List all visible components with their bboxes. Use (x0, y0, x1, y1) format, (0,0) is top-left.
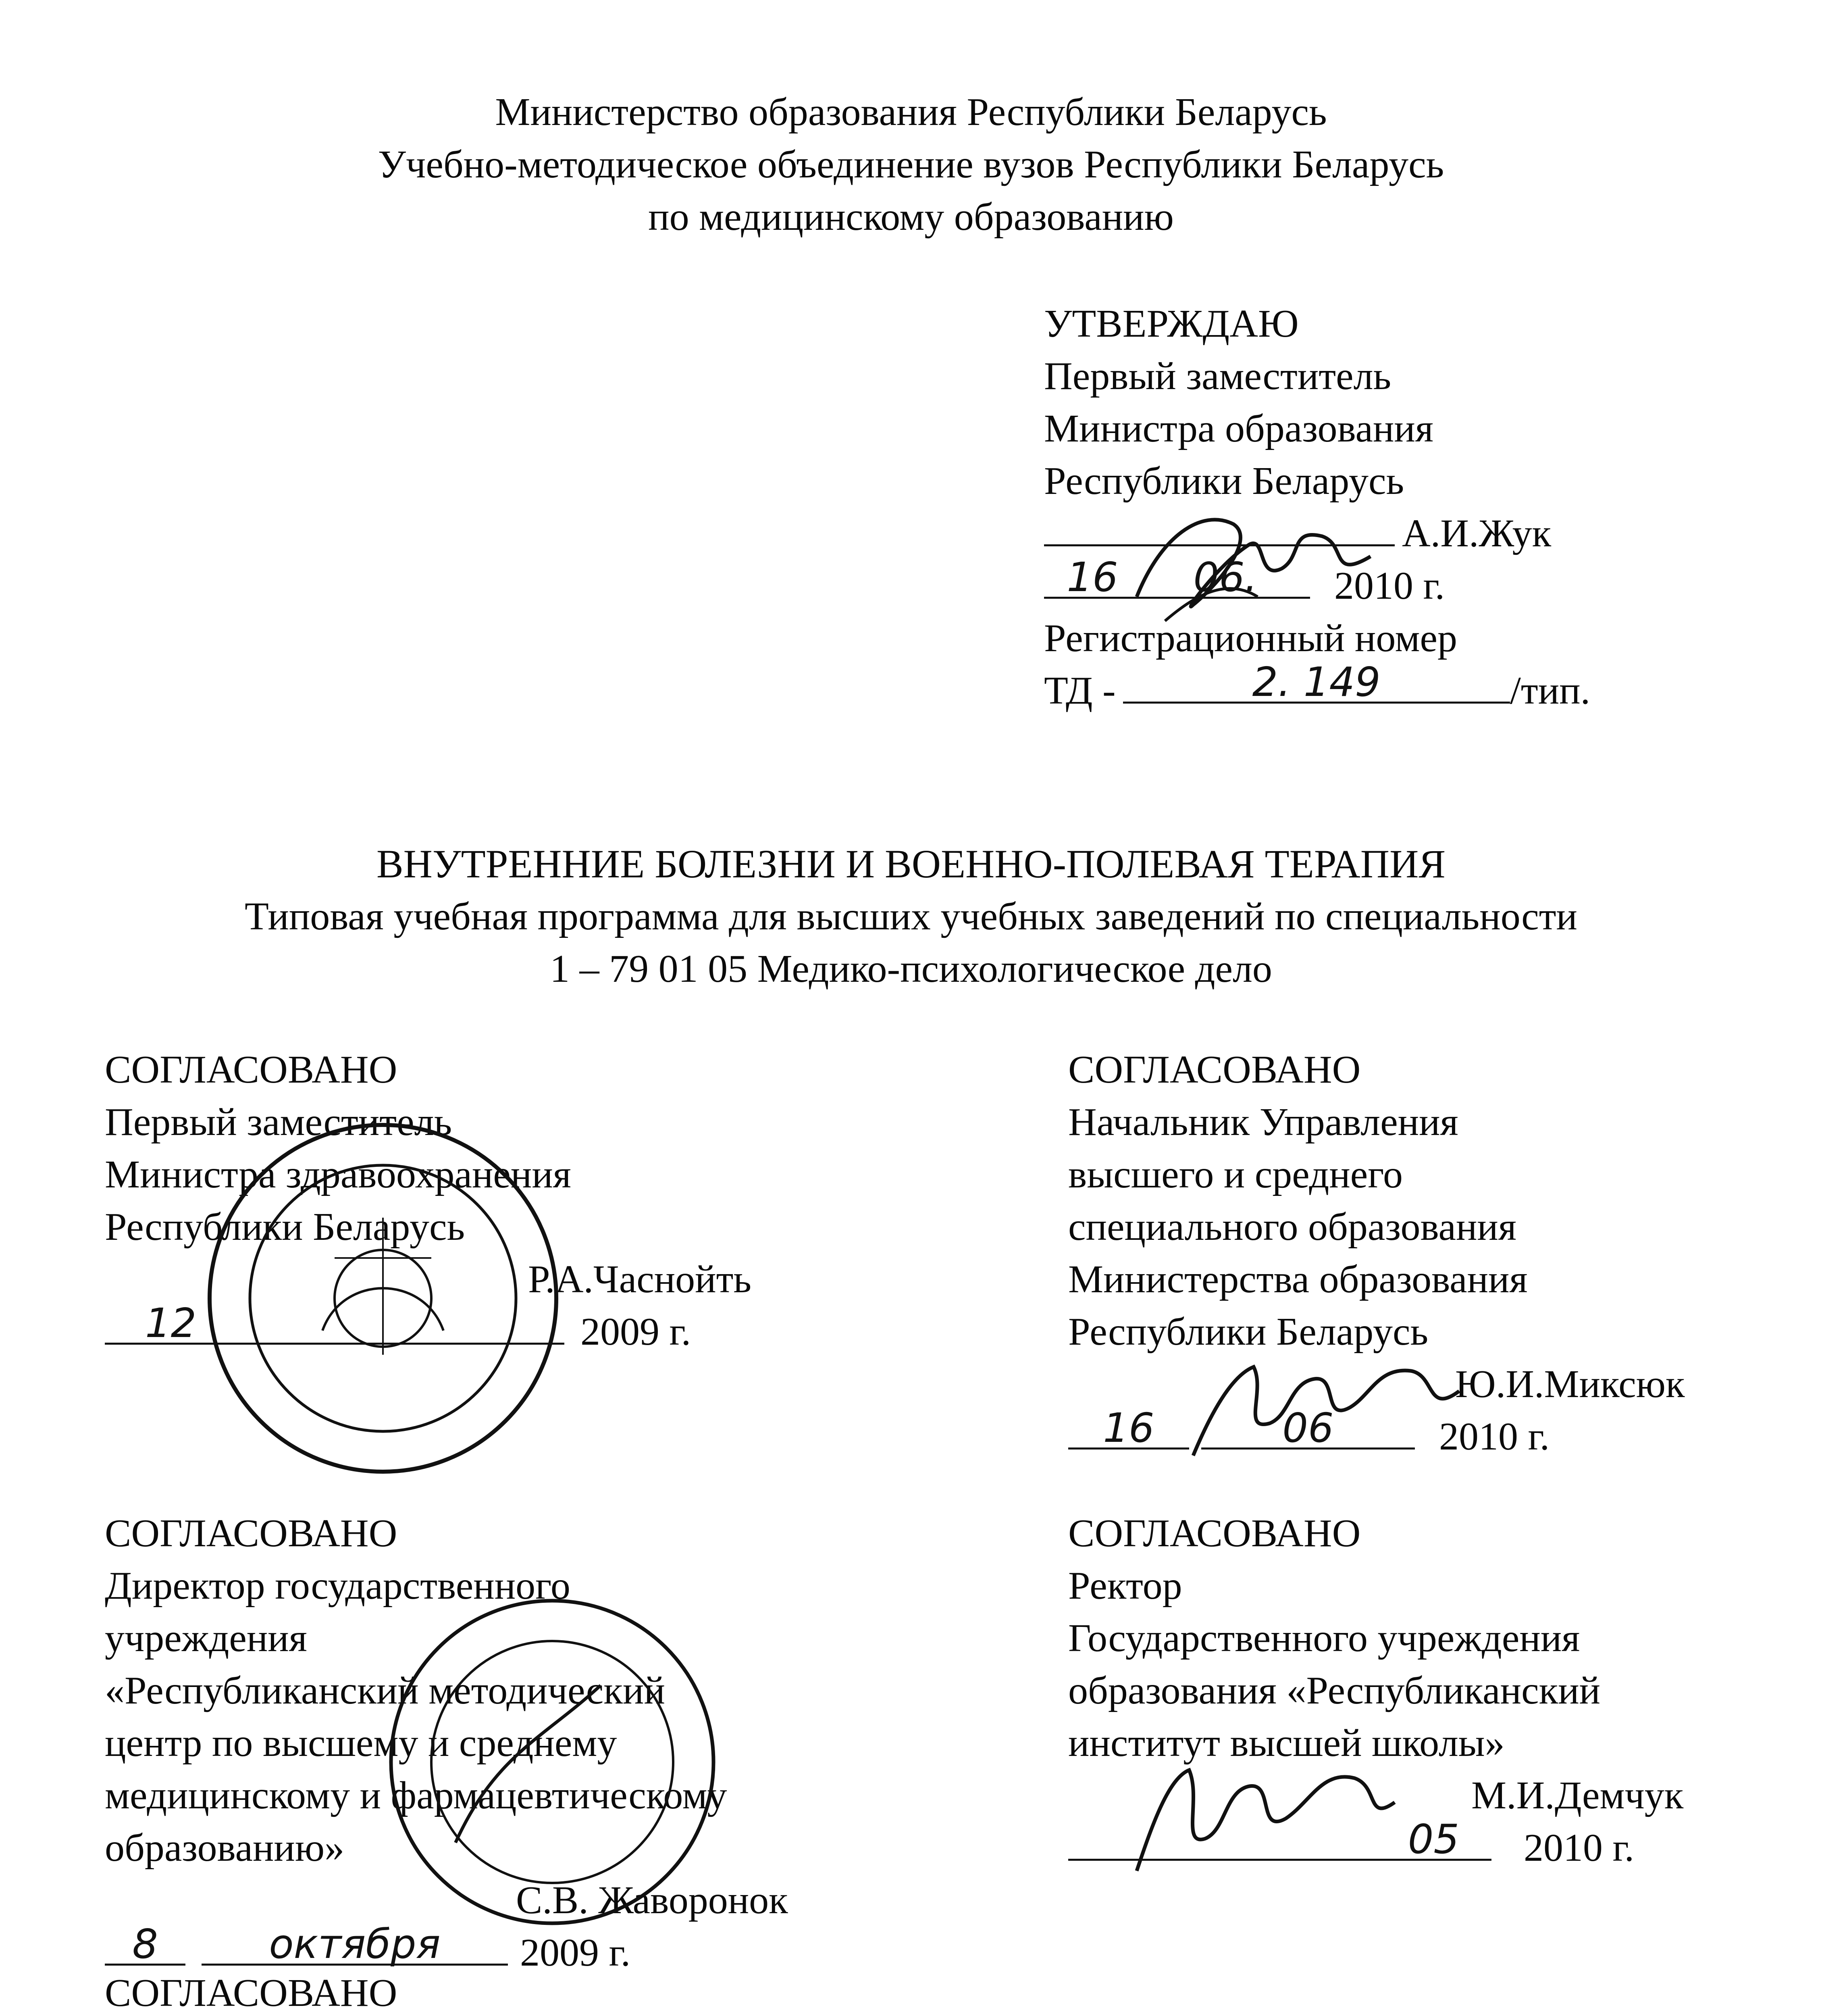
agreed-center-position-6: образованию» (105, 1826, 345, 1870)
agreed-education-position-1: Начальник Управления (1068, 1100, 1458, 1144)
header-umo: Учебно-методическое объединение вузов Республики Беларусь (378, 143, 1444, 186)
ministry-of-health-seal-icon (189, 1105, 576, 1492)
agreed-education-position-4: Министерства образования (1068, 1258, 1528, 1301)
approval-position-1: Первый заместитель (1044, 354, 1391, 398)
approval-position-3: Республики Беларусь (1044, 459, 1404, 503)
agreed-health-heading: СОГЛАСОВАНО (105, 1048, 397, 1091)
approval-signature-icon (1113, 476, 1395, 645)
approval-td-number: 2. 149 (1252, 658, 1381, 706)
medical-center-seal-icon (375, 1585, 730, 1939)
agreed-rector-date-year: 2010 г. (1524, 1826, 1635, 1870)
agreed-rector-signature-icon (1121, 1742, 1403, 1887)
agreed-rector-date-month: 05 (1408, 1816, 1459, 1863)
agreed-health-date-year: 2009 г. (580, 1310, 691, 1354)
agreed-center-position-2: учреждения (105, 1616, 307, 1660)
agreed-rector-position-1: Ректор (1068, 1564, 1182, 1608)
approval-reg-label: Регистрационный номер (1044, 616, 1458, 660)
agreed-education-date-month: 06 (1282, 1404, 1334, 1452)
document-subtitle: Типовая учебная программа для высших учебных заведений по специальности (244, 895, 1578, 938)
agreed-education-signature-icon (1169, 1343, 1475, 1472)
agreed-center-date-month: октября (269, 1920, 441, 1968)
approval-date-year: 2010 г. (1334, 564, 1445, 608)
approval-signer-name: А.И.Жук (1402, 512, 1552, 555)
agreed-education-position-5: Республики Беларусь (1068, 1310, 1429, 1354)
header-ministry: Министерство образования Республики Беларусь (495, 90, 1327, 134)
agreed-center-position-4: центр по высшему и среднему (105, 1721, 617, 1765)
agreed-center-date-day: 8 (132, 1920, 158, 1968)
agreed-education-signer-name: Ю.И.Миксюк (1455, 1362, 1685, 1406)
header-medical: по медицинскому образованию (648, 195, 1174, 239)
approval-date-month: 06. (1193, 554, 1258, 601)
approval-td-line (1044, 658, 1591, 716)
agreed-education-heading: СОГЛАСОВАНО (1068, 1048, 1361, 1091)
agreed-umo-heading: СОГЛАСОВАНО (105, 1971, 397, 2015)
agreed-education-date-day: 16 (1103, 1404, 1154, 1452)
agreed-health-position-3: Республики Беларусь (105, 1205, 465, 1249)
agreed-education-position-3: специального образования (1068, 1205, 1516, 1249)
approval-td-suffix: /тип. (1510, 669, 1591, 712)
approval-heading: УТВЕРЖДАЮ (1044, 302, 1299, 346)
agreed-rector-heading: СОГЛАСОВАНО (1068, 1512, 1361, 1555)
agreed-center-heading: СОГЛАСОВАНО (105, 1512, 397, 1555)
approval-date-day: 16 (1067, 554, 1118, 601)
agreed-rector-signer-name: М.И.Демчук (1471, 1774, 1684, 1817)
agreed-education-position-2: высшего и среднего (1068, 1153, 1403, 1196)
agreed-center-position-1: Директор государственного (105, 1564, 570, 1608)
agreed-rector-position-2: Государственного учреждения (1068, 1616, 1580, 1660)
agreed-rector-position-3: образования «Республиканский (1068, 1669, 1601, 1712)
agreed-health-position-1: Первый заместитель (105, 1100, 452, 1144)
agreed-center-signer-name: С.В. Жаворонок (516, 1879, 788, 1922)
agreed-center-position-3: «Республиканский методический (105, 1669, 665, 1712)
agreed-rector-position-4: институт высшей школы» (1068, 1721, 1505, 1765)
document-specialty: 1 – 79 01 05 Медико-психологическое дело (550, 947, 1272, 991)
agreed-education-date-year: 2010 г. (1439, 1415, 1550, 1458)
agreed-health-date-day: 12 (145, 1300, 197, 1347)
approval-position-2: Министра образования (1044, 407, 1433, 450)
agreed-center-date-year: 2009 г. (520, 1931, 631, 1974)
agreed-health-position-2: Министра здравоохранения (105, 1153, 571, 1196)
document-title: ВНУТРЕННИЕ БОЛЕЗНИ И ВОЕННО-ПОЛЕВАЯ ТЕРАПИЯ (376, 841, 1446, 886)
agreed-health-signer-name: Р.А.Часнойть (528, 1258, 752, 1301)
approval-td-prefix: ТД - (1044, 669, 1116, 712)
agreed-center-position-5: медицинскому и фармацевтическому (105, 1774, 727, 1817)
